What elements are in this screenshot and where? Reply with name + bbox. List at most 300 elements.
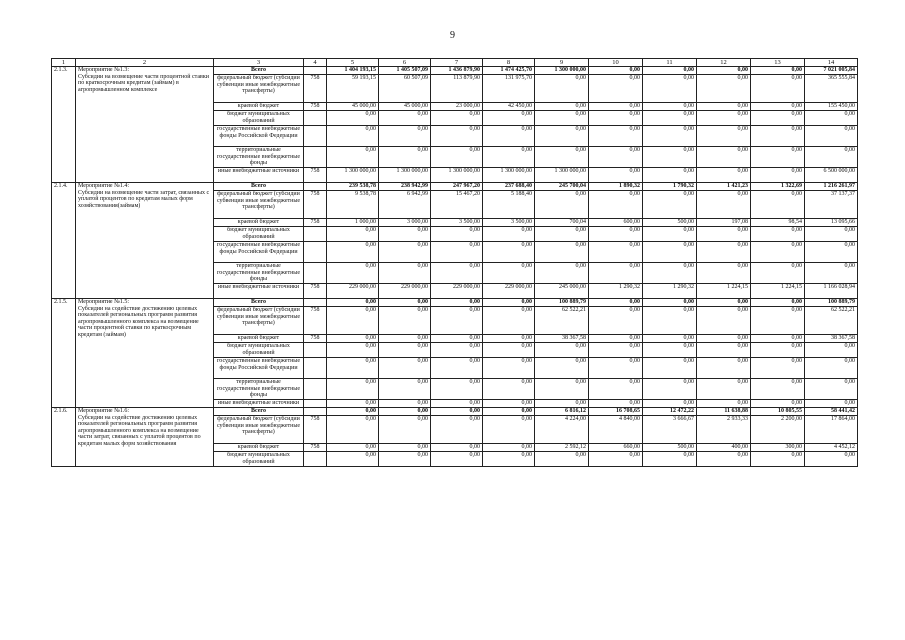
amount-cell: 0,00: [483, 416, 535, 444]
budget-code: 758: [304, 284, 327, 299]
budget-code: [304, 343, 327, 358]
amount-cell: 0,00: [697, 242, 751, 263]
amount-cell: 1 300 000,00: [535, 67, 589, 75]
amount-cell: 0,00: [327, 227, 379, 242]
amount-cell: 0,00: [751, 103, 805, 111]
funding-source: федеральный бюджет (субсидии субвенции иные межбюджетные трансферты): [214, 75, 304, 103]
amount-cell: 11 638,88: [697, 408, 751, 416]
amount-cell: 45 000,00: [327, 103, 379, 111]
amount-cell: 0,00: [643, 343, 697, 358]
amount-cell: 1 322,69: [751, 183, 805, 191]
amount-cell: 1 000,00: [327, 219, 379, 227]
amount-cell: 0,00: [535, 227, 589, 242]
amount-cell: 0,00: [327, 400, 379, 408]
amount-cell: 0,00: [643, 307, 697, 335]
amount-cell: 0,00: [431, 227, 483, 242]
amount-cell: 10 805,55: [751, 408, 805, 416]
amount-cell: 0,00: [483, 400, 535, 408]
amount-cell: 0,00: [379, 126, 431, 147]
section-title: Мероприятие №1.4:: [78, 183, 129, 189]
amount-cell: 1 290,32: [589, 284, 643, 299]
section-description: Субсидии на возмещение части затрат, связанных с уплатой процентов по кредитам малых форм хозяйствования(займам): [78, 189, 210, 209]
amount-cell: 0,00: [643, 126, 697, 147]
amount-cell: 0,00: [697, 227, 751, 242]
funding-source: территориальные государственные внебюджетные фонды: [214, 379, 304, 400]
amount-cell: 0,00: [805, 263, 858, 284]
column-header-12: 12: [697, 59, 751, 67]
amount-cell: 0,00: [751, 343, 805, 358]
amount-cell: 237 688,40: [483, 183, 535, 191]
amount-cell: 62 522,21: [805, 307, 858, 335]
amount-cell: 500,00: [643, 444, 697, 452]
funding-source: территориальные государственные внебюджетные фонды: [214, 147, 304, 168]
amount-cell: 0,00: [643, 263, 697, 284]
amount-cell: 0,00: [697, 75, 751, 103]
amount-cell: 0,00: [379, 307, 431, 335]
funding-source: государственные внебюджетные фонды Российской Федерации: [214, 126, 304, 147]
amount-cell: 113 879,90: [431, 75, 483, 103]
amount-cell: 0,00: [327, 444, 379, 452]
amount-cell: 0,00: [379, 379, 431, 400]
amount-cell: 0,00: [589, 242, 643, 263]
column-number-header: [52, 59, 858, 67]
amount-cell: 1 166 028,94: [805, 284, 858, 299]
amount-cell: 0,00: [483, 227, 535, 242]
section-id: 2.1.5.: [52, 299, 76, 408]
funding-source: бюджет муниципальных образований: [214, 227, 304, 242]
budget-code: 758: [304, 75, 327, 103]
amount-cell: 0,00: [379, 242, 431, 263]
amount-cell: 0,00: [751, 191, 805, 219]
amount-cell: 0,00: [697, 111, 751, 126]
amount-cell: 0,00: [327, 147, 379, 168]
column-header-11: 11: [643, 59, 697, 67]
amount-cell: 1 300 000,00: [535, 168, 589, 183]
amount-cell: 239 538,78: [327, 183, 379, 191]
amount-cell: 0,00: [643, 358, 697, 379]
amount-cell: 0,00: [431, 147, 483, 168]
amount-cell: 0,00: [431, 379, 483, 400]
amount-cell: 0,00: [751, 111, 805, 126]
amount-cell: 6 942,99: [379, 191, 431, 219]
amount-cell: 0,00: [643, 227, 697, 242]
amount-cell: 0,00: [483, 343, 535, 358]
section-description-cell: [76, 299, 214, 408]
amount-cell: 0,00: [483, 358, 535, 379]
column-header-8: 8: [483, 59, 535, 67]
amount-cell: 37 137,37: [805, 191, 858, 219]
funding-source: бюджет муниципальных образований: [214, 343, 304, 358]
budget-code: [304, 452, 327, 467]
amount-cell: 0,00: [697, 400, 751, 408]
amount-cell: 0,00: [589, 111, 643, 126]
budget-code: [304, 263, 327, 284]
amount-cell: 245 000,00: [535, 284, 589, 299]
amount-cell: 229 000,00: [431, 284, 483, 299]
funding-source: краевой бюджет: [214, 219, 304, 227]
amount-cell: 500,00: [643, 219, 697, 227]
amount-cell: 1 300 000,00: [483, 168, 535, 183]
amount-cell: 0,00: [431, 335, 483, 343]
amount-cell: 0,00: [535, 379, 589, 400]
funding-source: государственные внебюджетные фонды Российской Федерации: [214, 358, 304, 379]
amount-cell: 0,00: [431, 343, 483, 358]
amount-cell: 0,00: [483, 242, 535, 263]
amount-cell: 0,00: [697, 103, 751, 111]
section-description: Субсидии на содействие достижению целевых показателей региональных программ развития агропромышленного комплекса на возмещение части затрат, связанных с уплатой процентов по кредитам малых форм хозяйствования: [78, 414, 201, 447]
amount-cell: 600,00: [589, 219, 643, 227]
amount-cell: 2 933,33: [697, 416, 751, 444]
amount-cell: 0,00: [483, 126, 535, 147]
amount-cell: 0,00: [589, 67, 643, 75]
funding-source: Всего: [214, 67, 304, 75]
amount-cell: 0,00: [751, 242, 805, 263]
amount-cell: 0,00: [643, 147, 697, 168]
amount-cell: 0,00: [805, 358, 858, 379]
amount-cell: 2 592,12: [535, 444, 589, 452]
funding-source: территориальные государственные внебюджетные фонды: [214, 263, 304, 284]
amount-cell: 0,00: [535, 126, 589, 147]
amount-cell: 0,00: [483, 299, 535, 307]
amount-cell: 0,00: [431, 452, 483, 467]
amount-cell: 0,00: [535, 242, 589, 263]
column-header-4: 4: [304, 59, 327, 67]
section-id: 2.1.3.: [52, 67, 76, 183]
amount-cell: 0,00: [805, 242, 858, 263]
budget-code: [304, 400, 327, 408]
amount-cell: 1 300 000,00: [327, 168, 379, 183]
amount-cell: 0,00: [751, 126, 805, 147]
amount-cell: 0,00: [697, 307, 751, 335]
column-header-7: 7: [431, 59, 483, 67]
funding-source: федеральный бюджет (субсидии субвенции иные межбюджетные трансферты): [214, 307, 304, 335]
funding-source: иные внебюджетные источники: [214, 168, 304, 183]
amount-cell: 0,00: [483, 307, 535, 335]
budget-code: 758: [304, 168, 327, 183]
amount-cell: 0,00: [327, 416, 379, 444]
amount-cell: 400,00: [697, 444, 751, 452]
amount-cell: 0,00: [589, 379, 643, 400]
funding-source: краевой бюджет: [214, 103, 304, 111]
amount-cell: 0,00: [643, 379, 697, 400]
amount-cell: 0,00: [431, 444, 483, 452]
amount-cell: 0,00: [751, 227, 805, 242]
section-description-cell: [76, 183, 214, 299]
amount-cell: 0,00: [327, 126, 379, 147]
amount-cell: 1 421,23: [697, 183, 751, 191]
amount-cell: 58 441,42: [805, 408, 858, 416]
amount-cell: 0,00: [327, 307, 379, 335]
section-description: Субсидии на возмещение части процентной ставки по краткосрочным кредитам (займам) в агропромышленном комплексе: [78, 73, 209, 93]
amount-cell: 1 890,32: [589, 183, 643, 191]
amount-cell: 0,00: [379, 263, 431, 284]
amount-cell: 0,00: [431, 307, 483, 335]
amount-cell: 1 300 000,00: [379, 168, 431, 183]
amount-cell: 0,00: [697, 379, 751, 400]
amount-cell: 0,00: [805, 227, 858, 242]
amount-cell: 0,00: [697, 335, 751, 343]
budget-code: [304, 379, 327, 400]
amount-cell: 0,00: [643, 168, 697, 183]
table-row: [52, 183, 858, 191]
budget-code: [304, 299, 327, 307]
funding-source: Всего: [214, 183, 304, 191]
amount-cell: 0,00: [431, 358, 483, 379]
amount-cell: 229 000,00: [327, 284, 379, 299]
amount-cell: 0,00: [589, 227, 643, 242]
amount-cell: 0,00: [589, 343, 643, 358]
amount-cell: 3 000,00: [379, 219, 431, 227]
amount-cell: 1 405 507,09: [379, 67, 431, 75]
amount-cell: 0,00: [589, 75, 643, 103]
amount-cell: 0,00: [643, 452, 697, 467]
amount-cell: 0,00: [751, 358, 805, 379]
amount-cell: 0,00: [483, 408, 535, 416]
amount-cell: 1 436 879,90: [431, 67, 483, 75]
amount-cell: 0,00: [643, 191, 697, 219]
amount-cell: 660,00: [589, 444, 643, 452]
amount-cell: 100 889,79: [535, 299, 589, 307]
budget-code: [304, 126, 327, 147]
amount-cell: 0,00: [589, 147, 643, 168]
column-header-9: 9: [535, 59, 589, 67]
amount-cell: 0,00: [589, 126, 643, 147]
amount-cell: 0,00: [379, 444, 431, 452]
amount-cell: 0,00: [589, 452, 643, 467]
amount-cell: 0,00: [643, 335, 697, 343]
budget-code: [304, 242, 327, 263]
amount-cell: 0,00: [589, 400, 643, 408]
amount-cell: 1 404 193,15: [327, 67, 379, 75]
amount-cell: 0,00: [805, 379, 858, 400]
amount-cell: 0,00: [589, 103, 643, 111]
amount-cell: 700,04: [535, 219, 589, 227]
amount-cell: 2 200,00: [751, 416, 805, 444]
section-description-cell: [76, 408, 214, 467]
amount-cell: 0,00: [379, 299, 431, 307]
amount-cell: 0,00: [805, 126, 858, 147]
amount-cell: 0,00: [327, 379, 379, 400]
amount-cell: 0,00: [697, 343, 751, 358]
funding-source: Всего: [214, 408, 304, 416]
budget-table: [51, 58, 858, 467]
table-row: [52, 299, 858, 307]
budget-code: 758: [304, 444, 327, 452]
amount-cell: 0,00: [431, 126, 483, 147]
amount-cell: 0,00: [751, 335, 805, 343]
amount-cell: 5 188,40: [483, 191, 535, 219]
amount-cell: 131 975,70: [483, 75, 535, 103]
amount-cell: 0,00: [751, 299, 805, 307]
amount-cell: 0,00: [535, 263, 589, 284]
amount-cell: 0,00: [327, 299, 379, 307]
amount-cell: 0,00: [379, 111, 431, 126]
budget-code: [304, 408, 327, 416]
budget-code: 758: [304, 335, 327, 343]
column-header-3: 3: [214, 59, 304, 67]
amount-cell: 0,00: [431, 400, 483, 408]
amount-cell: 0,00: [327, 408, 379, 416]
amount-cell: 247 967,20: [431, 183, 483, 191]
amount-cell: 62 522,21: [535, 307, 589, 335]
amount-cell: 0,00: [379, 343, 431, 358]
table-row: [52, 408, 858, 416]
amount-cell: 9 538,78: [327, 191, 379, 219]
amount-cell: 0,00: [379, 147, 431, 168]
amount-cell: 0,00: [805, 452, 858, 467]
section-title: Мероприятие №1.3:: [78, 67, 129, 73]
amount-cell: 1 300 000,00: [431, 168, 483, 183]
amount-cell: 0,00: [327, 242, 379, 263]
amount-cell: 4 840,00: [589, 416, 643, 444]
column-header-6: 6: [379, 59, 431, 67]
funding-source: Всего: [214, 299, 304, 307]
column-header-1: 1: [52, 59, 76, 67]
amount-cell: 17 864,00: [805, 416, 858, 444]
budget-code: [304, 183, 327, 191]
amount-cell: 0,00: [589, 168, 643, 183]
budget-code: [304, 147, 327, 168]
amount-cell: 0,00: [379, 400, 431, 408]
amount-cell: 0,00: [379, 227, 431, 242]
amount-cell: 0,00: [751, 263, 805, 284]
amount-cell: 38 367,58: [805, 335, 858, 343]
amount-cell: 0,00: [697, 191, 751, 219]
budget-code: [304, 111, 327, 126]
amount-cell: 0,00: [643, 75, 697, 103]
amount-cell: 0,00: [483, 335, 535, 343]
amount-cell: 0,00: [751, 168, 805, 183]
amount-cell: 0,00: [327, 343, 379, 358]
amount-cell: 238 942,99: [379, 183, 431, 191]
amount-cell: 0,00: [589, 335, 643, 343]
amount-cell: 0,00: [751, 307, 805, 335]
section-description-cell: [76, 67, 214, 183]
amount-cell: 0,00: [483, 379, 535, 400]
amount-cell: 0,00: [431, 299, 483, 307]
budget-code: 758: [304, 307, 327, 335]
amount-cell: 0,00: [483, 452, 535, 467]
amount-cell: 0,00: [431, 263, 483, 284]
amount-cell: 0,00: [483, 111, 535, 126]
section-title: Мероприятие №1.5:: [78, 299, 129, 305]
amount-cell: 38 367,58: [535, 335, 589, 343]
budget-code: 758: [304, 103, 327, 111]
section-title: Мероприятие №1.6:: [78, 408, 129, 414]
amount-cell: 0,00: [643, 67, 697, 75]
amount-cell: 0,00: [379, 408, 431, 416]
budget-code: [304, 67, 327, 75]
page-number: 9: [450, 30, 455, 41]
amount-cell: 0,00: [589, 263, 643, 284]
amount-cell: 1 224,15: [751, 284, 805, 299]
amount-cell: 0,00: [697, 299, 751, 307]
amount-cell: 3 500,00: [431, 219, 483, 227]
amount-cell: 300,00: [751, 444, 805, 452]
amount-cell: 4 452,12: [805, 444, 858, 452]
amount-cell: 6 816,12: [535, 408, 589, 416]
amount-cell: 197,08: [697, 219, 751, 227]
amount-cell: 1 290,32: [643, 284, 697, 299]
budget-code: 758: [304, 219, 327, 227]
column-header-14: 14: [805, 59, 858, 67]
funding-source: государственные внебюджетные фонды Российской Федерации: [214, 242, 304, 263]
amount-cell: 0,00: [535, 191, 589, 219]
funding-source: краевой бюджет: [214, 335, 304, 343]
amount-cell: 229 000,00: [379, 284, 431, 299]
section-id: 2.1.6.: [52, 408, 76, 467]
amount-cell: 0,00: [697, 452, 751, 467]
funding-source: федеральный бюджет (субсидии субвенции иные межбюджетные трансферты): [214, 191, 304, 219]
amount-cell: 0,00: [643, 400, 697, 408]
amount-cell: 0,00: [805, 111, 858, 126]
amount-cell: 0,00: [379, 335, 431, 343]
amount-cell: 98,54: [751, 219, 805, 227]
amount-cell: 12 472,22: [643, 408, 697, 416]
amount-cell: 0,00: [431, 242, 483, 263]
amount-cell: 0,00: [535, 358, 589, 379]
amount-cell: 0,00: [535, 400, 589, 408]
amount-cell: 0,00: [697, 126, 751, 147]
budget-code: [304, 358, 327, 379]
amount-cell: 0,00: [431, 111, 483, 126]
amount-cell: 3 666,67: [643, 416, 697, 444]
column-header-13: 13: [751, 59, 805, 67]
amount-cell: 7 021 005,84: [805, 67, 858, 75]
amount-cell: 155 450,00: [805, 103, 858, 111]
amount-cell: 0,00: [535, 147, 589, 168]
amount-cell: 0,00: [589, 299, 643, 307]
amount-cell: 0,00: [379, 452, 431, 467]
amount-cell: 0,00: [535, 343, 589, 358]
amount-cell: 6 500 000,00: [805, 168, 858, 183]
amount-cell: 0,00: [589, 191, 643, 219]
amount-cell: 229 000,00: [483, 284, 535, 299]
amount-cell: 0,00: [431, 408, 483, 416]
amount-cell: 1 474 425,70: [483, 67, 535, 75]
table-body: [52, 59, 858, 467]
amount-cell: 59 193,15: [327, 75, 379, 103]
table-row: [52, 67, 858, 75]
amount-cell: 365 555,84: [805, 75, 858, 103]
funding-source: федеральный бюджет (субсидии субвенции иные межбюджетные трансферты): [214, 416, 304, 444]
amount-cell: 0,00: [751, 75, 805, 103]
column-header-10: 10: [589, 59, 643, 67]
amount-cell: 60 507,09: [379, 75, 431, 103]
amount-cell: 23 000,00: [431, 103, 483, 111]
amount-cell: 0,00: [379, 416, 431, 444]
amount-cell: 0,00: [589, 358, 643, 379]
amount-cell: 0,00: [483, 444, 535, 452]
amount-cell: 13 095,66: [805, 219, 858, 227]
amount-cell: 0,00: [697, 168, 751, 183]
section-id: 2.1.4.: [52, 183, 76, 299]
amount-cell: 0,00: [751, 400, 805, 408]
budget-code: [304, 227, 327, 242]
amount-cell: 0,00: [643, 299, 697, 307]
column-header-5: 5: [327, 59, 379, 67]
amount-cell: 0,00: [643, 111, 697, 126]
section-description: Субсидии на содействие достижению целевых показателей региональных программ развития агропромышленного комплекса на возмещение части процентной ставки по краткосрочным кредитам (займам): [78, 305, 199, 338]
amount-cell: 0,00: [327, 335, 379, 343]
amount-cell: 15 467,20: [431, 191, 483, 219]
amount-cell: 0,00: [483, 263, 535, 284]
amount-cell: 16 708,65: [589, 408, 643, 416]
amount-cell: 0,00: [751, 379, 805, 400]
amount-cell: 0,00: [751, 452, 805, 467]
column-header-2: 2: [76, 59, 214, 67]
amount-cell: 1 216 261,97: [805, 183, 858, 191]
